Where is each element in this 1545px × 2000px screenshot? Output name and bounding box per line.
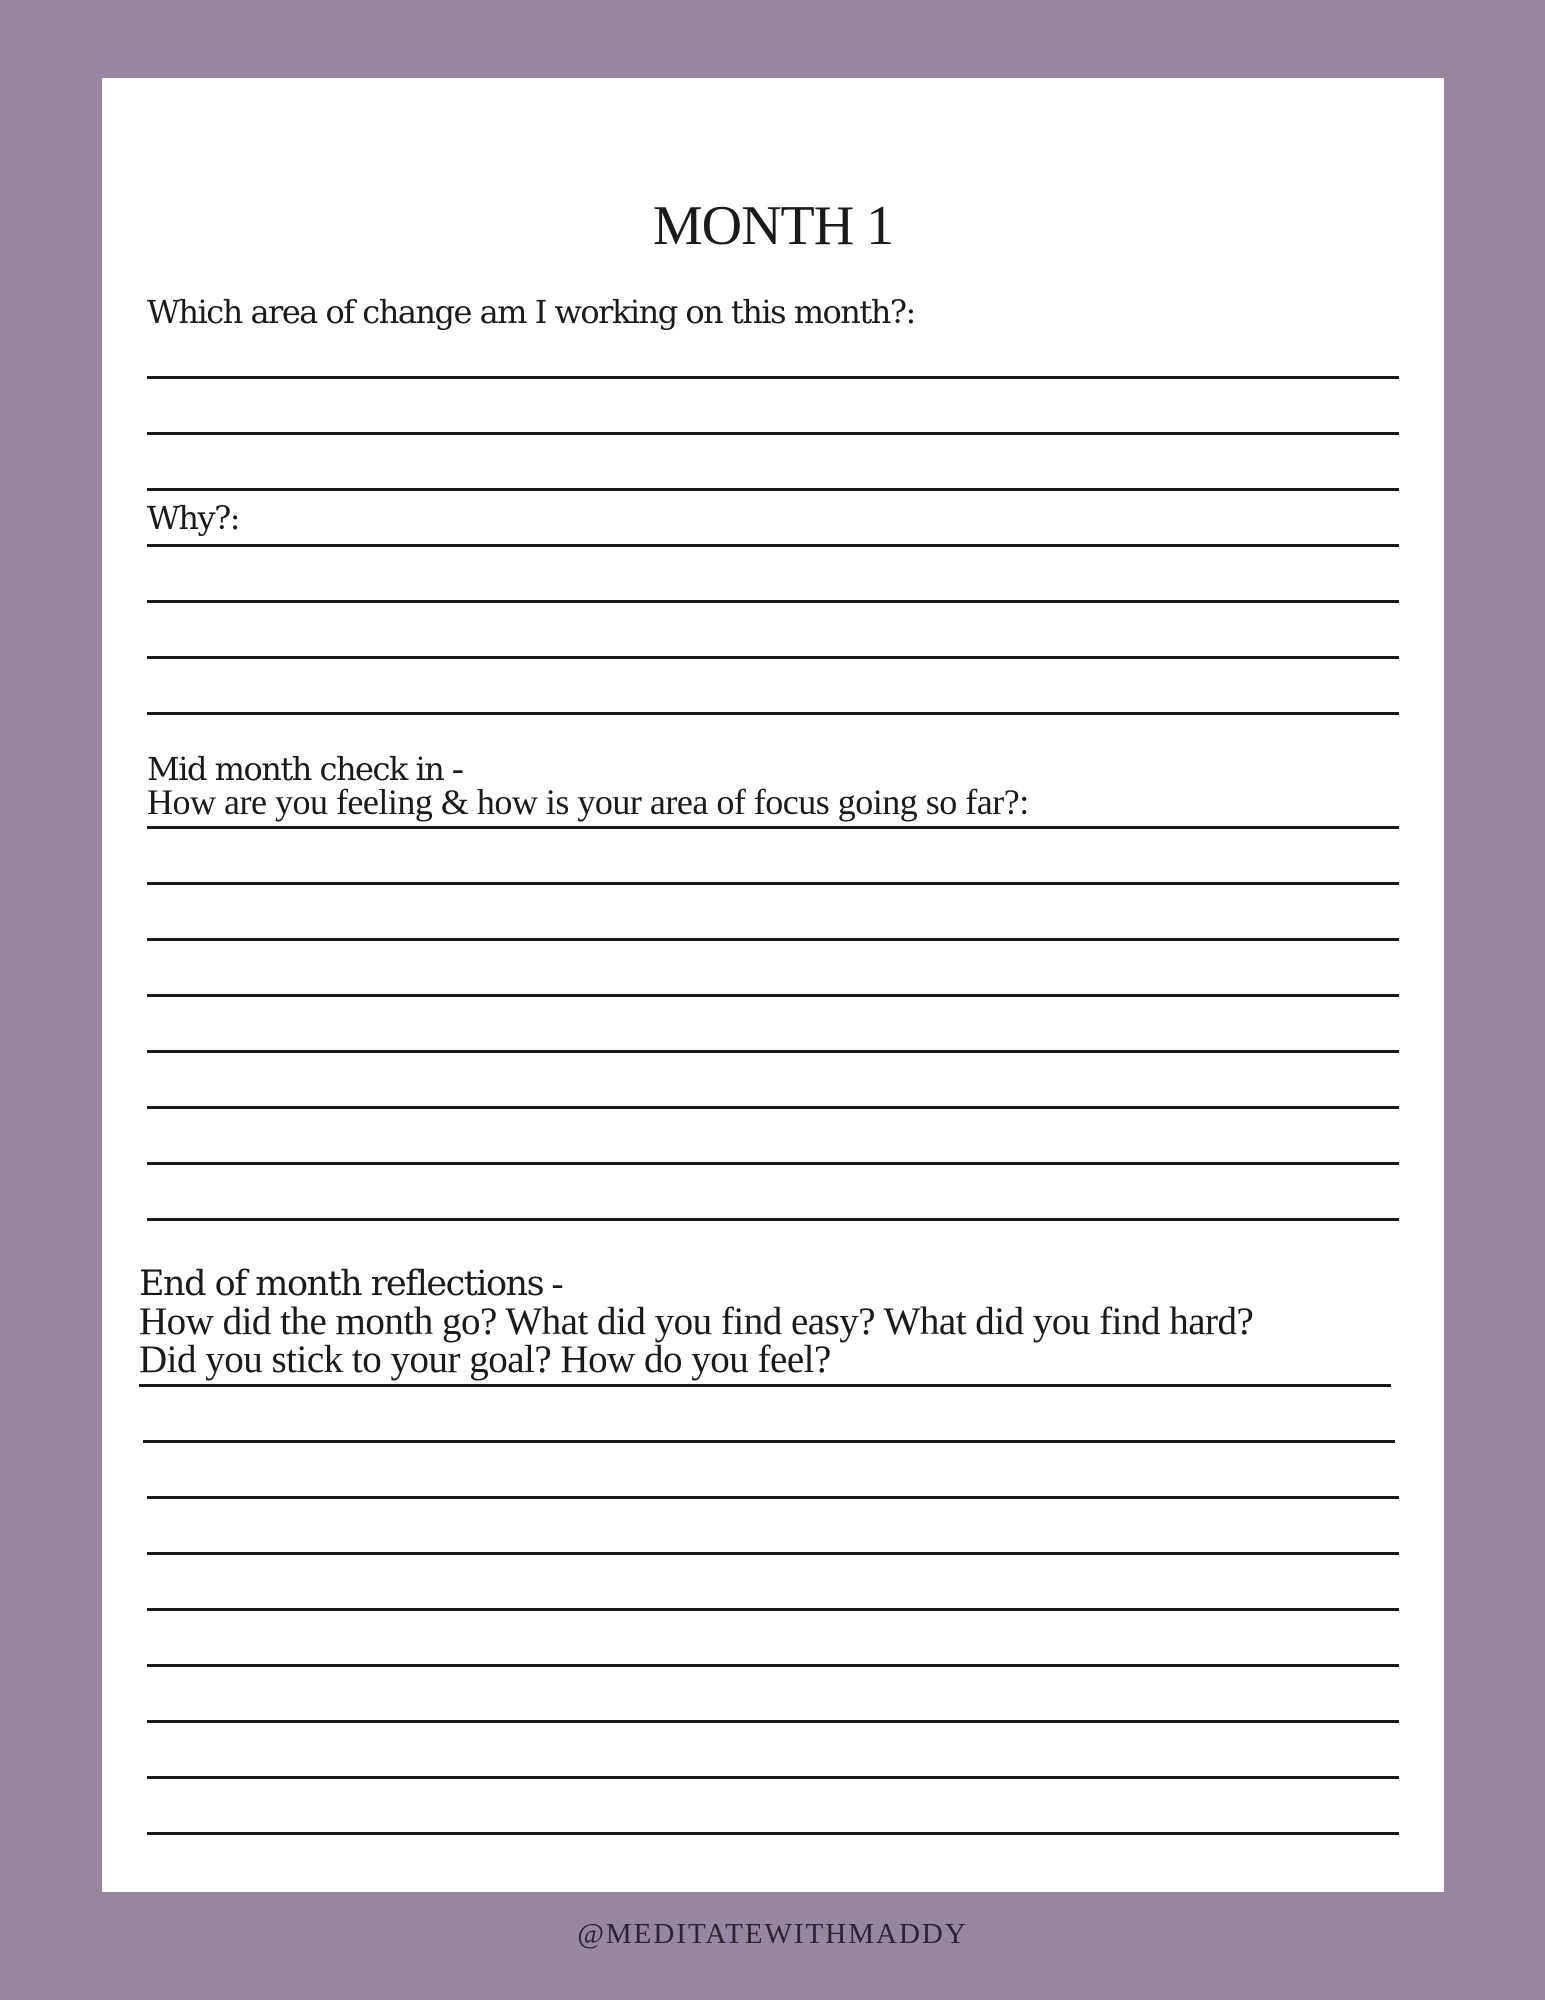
writing-line[interactable]: [147, 1776, 1399, 1779]
end-of-month-prompt-line-1: How did the month go? What did you find easy? What did you find hard?: [139, 1300, 1254, 1343]
writing-line[interactable]: [147, 1664, 1399, 1667]
writing-line[interactable]: [147, 488, 1399, 491]
writing-line[interactable]: [147, 376, 1399, 379]
mid-month-prompt: How are you feeling & how is your area of focus going so far?:: [147, 782, 1029, 822]
area-of-change-prompt: Which area of change am I working on this month?:: [147, 293, 915, 331]
writing-line[interactable]: [147, 1496, 1399, 1499]
why-prompt: Why?:: [147, 499, 240, 537]
writing-line[interactable]: [147, 1552, 1399, 1555]
writing-line[interactable]: [147, 1832, 1399, 1835]
mid-month-heading-text: Mid month check in: [147, 750, 444, 788]
writing-line[interactable]: [147, 656, 1399, 659]
page-title: MONTH 1: [652, 195, 894, 257]
writing-line[interactable]: [147, 1608, 1399, 1611]
writing-line[interactable]: [147, 1218, 1399, 1221]
worksheet-page: [102, 78, 1444, 1892]
writing-line[interactable]: [147, 1162, 1399, 1165]
writing-line[interactable]: [147, 712, 1399, 715]
writing-line[interactable]: [147, 544, 1399, 547]
writing-line[interactable]: [147, 1050, 1399, 1053]
end-of-month-heading: [139, 1265, 563, 1302]
writing-line[interactable]: [147, 994, 1399, 997]
writing-line[interactable]: [143, 1440, 1395, 1443]
writing-line[interactable]: [139, 1384, 1391, 1387]
writing-line[interactable]: [147, 882, 1399, 885]
footer-handle: @MEDITATEWITHMADDY: [577, 1918, 968, 1950]
writing-line[interactable]: [147, 1106, 1399, 1109]
end-of-month-prompt-line-2: Did you stick to your goal? How do you feel?: [139, 1338, 831, 1381]
writing-line[interactable]: [147, 432, 1399, 435]
end-of-month-heading-text: End of month reflections: [139, 1264, 544, 1304]
writing-line[interactable]: [147, 1720, 1399, 1723]
writing-line[interactable]: [147, 826, 1399, 829]
writing-line[interactable]: [147, 600, 1399, 603]
mid-month-heading-dash: -: [443, 748, 464, 788]
end-of-month-heading-dash: -: [543, 1263, 564, 1303]
mid-month-heading: [147, 750, 463, 786]
writing-line[interactable]: [147, 938, 1399, 941]
